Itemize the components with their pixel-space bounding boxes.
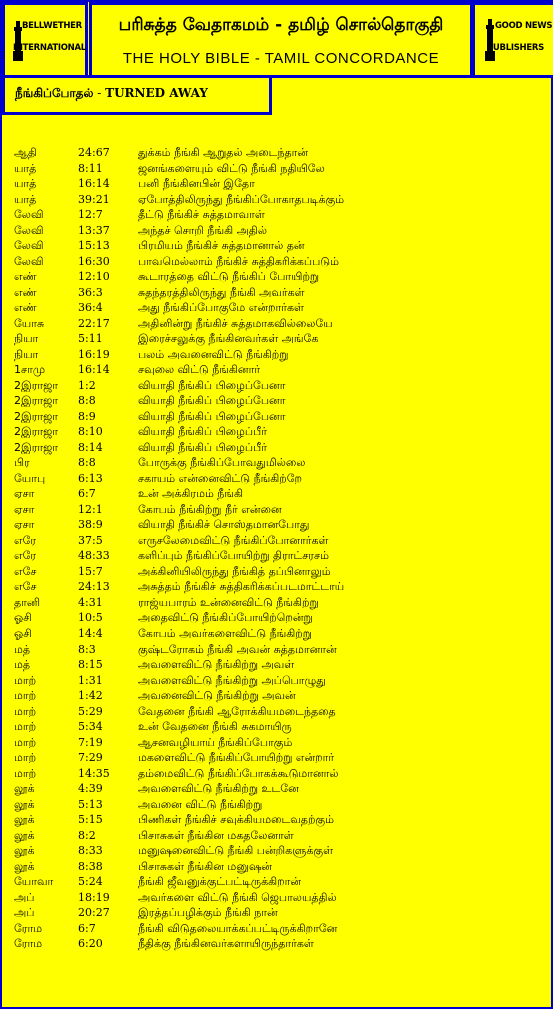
entry-reference: 24:13 <box>78 580 110 594</box>
entry-reference: 5:24 <box>78 875 103 889</box>
entry-reference: 13:37 <box>78 223 110 237</box>
concordance-row <box>14 316 544 332</box>
entry-reference: 4:31 <box>78 595 103 609</box>
entry-book: பிர <box>14 456 30 470</box>
concordance-row <box>14 812 544 828</box>
entry-book: மத் <box>14 658 31 672</box>
topic-box <box>2 75 272 115</box>
entry-text: அதினின்று நீங்கிச் சுத்தமாகவில்லையே <box>138 316 333 330</box>
concordance-row <box>14 610 544 626</box>
concordance-row <box>14 766 544 782</box>
entry-text: அவளைவிட்டு நீங்கிற்று உடனே <box>138 782 299 796</box>
entry-reference: 15:7 <box>78 564 103 578</box>
entry-reference: 8:33 <box>78 844 103 858</box>
entry-book: லேவி <box>14 254 44 268</box>
entry-text: நீதிக்கு நீங்கினவர்களாயிருந்தார்கள் <box>138 937 314 951</box>
entry-reference: 37:5 <box>78 533 103 547</box>
entry-book: யோசு <box>14 316 45 330</box>
entry-text: கோபம் அவர்களைவிட்டு நீங்கிற்று <box>138 626 312 640</box>
entry-reference: 5:34 <box>78 720 103 734</box>
entry-book: அப் <box>14 890 35 904</box>
entry-reference: 39:21 <box>78 192 110 206</box>
entry-book: ஆதி <box>14 146 37 159</box>
entry-text: பிசாசுகள் நீங்கின மனுஷன் <box>138 859 272 873</box>
concordance-row <box>14 533 544 549</box>
entry-text: கூடாரத்தை விட்டு நீங்கிப் போயிற்று <box>138 270 320 284</box>
entry-book: லூக் <box>14 828 35 842</box>
entry-text: ஆசனவழியாய் நீங்கிப்போகும் <box>138 735 293 749</box>
entry-book: தானி <box>14 595 41 609</box>
entry-text: ராஜ்யபாரம் உன்னைவிட்டு நீங்கிற்று <box>138 595 319 609</box>
entry-book: மாற் <box>14 704 37 718</box>
entry-reference: 20:27 <box>78 906 110 920</box>
entry-text: வியாதி நீங்கிச் சொஸ்தமானபோது <box>138 518 310 532</box>
concordance-row <box>14 657 544 673</box>
title-tamil: பரிசுத்த வேதாகமம் - தமிழ் சொல்தொகுதி <box>118 15 444 35</box>
entry-book: மாற் <box>14 689 37 703</box>
concordance-row <box>14 285 544 301</box>
concordance-row <box>14 936 544 952</box>
entry-reference: 10:5 <box>78 611 103 625</box>
entry-text: அக்கினியிலிருந்து நீங்கித் தப்பினாலும் <box>138 564 331 578</box>
concordance-row <box>14 750 544 766</box>
entry-reference: 16:19 <box>78 347 110 361</box>
concordance-row <box>14 269 544 285</box>
entry-reference: 38:9 <box>78 518 103 532</box>
concordance-row <box>14 921 544 937</box>
entry-reference: 15:13 <box>78 239 110 253</box>
entry-reference: 12:1 <box>78 502 103 516</box>
entry-book: எசே <box>14 580 37 594</box>
entry-book: எண் <box>14 301 37 315</box>
concordance-row <box>14 626 544 642</box>
entry-book: லூக் <box>14 813 35 827</box>
entry-text: உன் வேதனை நீங்கி சுகமாயிரு <box>138 720 292 734</box>
concordance-row <box>14 300 544 316</box>
entry-book: ஏசா <box>14 518 35 532</box>
entry-text: பாவமெல்லாம் நீங்கிச் சுத்திகரிக்கப்படும் <box>138 254 339 268</box>
entry-text: தீட்டு நீங்கிச் சுத்தமாவாள் <box>138 208 265 222</box>
publisher-logo-right <box>472 2 553 78</box>
entry-reference: 8:3 <box>78 642 96 656</box>
entry-reference: 16:30 <box>78 254 110 268</box>
entry-reference: 8:10 <box>78 425 103 439</box>
entry-text: மனுஷனைவிட்டு நீங்கி பன்றிகளுக்குள் <box>138 844 333 858</box>
entry-text: கோபம் நீங்கிற்று நீர் என்னை <box>138 502 282 516</box>
entry-text: நீங்கி ஜீவனுக்குட்பட்டிருக்கிறான் <box>138 875 302 889</box>
entry-book: லேவி <box>14 208 44 222</box>
entry-book: 2இராஜா <box>14 409 59 423</box>
entry-book: லேவி <box>14 239 44 253</box>
entry-text: அந்தச் சொறி நீங்கி அதில் <box>138 223 267 237</box>
entry-text: சுதந்தரத்திலிருந்து நீங்கி அவர்கள் <box>138 285 305 299</box>
entry-reference: 16:14 <box>78 177 110 191</box>
logo-right-line2: PUBLISHERS <box>487 43 544 53</box>
concordance-row <box>14 192 544 208</box>
entry-book: எரே <box>14 549 37 563</box>
entry-reference: 8:11 <box>78 161 103 175</box>
entry-book: ஓசி <box>14 611 32 625</box>
entry-reference: 14:35 <box>78 766 110 780</box>
entry-book: ரோம <box>14 937 43 951</box>
entry-text: பனி நீங்கினபின் இதோ <box>138 177 255 191</box>
entry-reference: 22:17 <box>78 316 110 330</box>
entry-book: லூக் <box>14 859 35 873</box>
logo-left-line1: BELLWETHER <box>22 21 82 31</box>
entry-text: பிணிகள் நீங்கிச் சவுக்கியமடைவதற்கும் <box>138 813 334 827</box>
entry-book: லூக் <box>14 782 35 796</box>
entry-book: ஓசி <box>14 626 32 640</box>
concordance-row <box>14 486 544 502</box>
entry-book: 1சாமு <box>14 363 46 377</box>
concordance-row <box>14 859 544 875</box>
topic-english: TURNED AWAY <box>105 86 208 100</box>
entry-reference: 14:4 <box>78 626 103 640</box>
entry-text: தம்மைவிட்டு நீங்கிப்போகக்கூடுமானால் <box>138 766 339 780</box>
concordance-row <box>14 905 544 921</box>
entry-text: வியாதி நீங்கிப் பிழைப்பீர் <box>138 440 267 454</box>
entry-text: அவனைவிட்டு நீங்கிற்று அவன் <box>138 689 296 703</box>
concordance-row <box>14 254 544 270</box>
entry-book: லூக் <box>14 844 35 858</box>
entry-text: அசுத்தம் நீங்கிச் சுத்திகரிக்கப்படமாட்டாய் <box>138 580 345 594</box>
entry-text: சகாயம் என்னைவிட்டு நீங்கிற்றே <box>138 471 303 485</box>
entry-reference: 7:29 <box>78 751 103 765</box>
entry-text: வியாதி நீங்கிப் பிழைப்பேனா <box>138 378 286 392</box>
entry-book: 2இராஜா <box>14 378 59 392</box>
entry-reference: 6:13 <box>78 471 103 485</box>
entry-text: வேதனை நீங்கி ஆரோக்கியமடைந்ததை <box>138 704 336 718</box>
entry-reference: 16:14 <box>78 363 110 377</box>
entry-book: எண் <box>14 270 37 284</box>
entry-reference: 24:67 <box>78 146 110 159</box>
entry-book: 2இராஜா <box>14 394 59 408</box>
concordance-row <box>14 797 544 813</box>
entry-book: மாற் <box>14 735 37 749</box>
title-banner <box>89 2 473 78</box>
entry-book: யோவா <box>14 875 54 889</box>
entry-reference: 1:2 <box>78 378 96 392</box>
entry-book: 2இராஜா <box>14 440 59 454</box>
entry-book: யோபு <box>14 471 46 485</box>
concordance-row <box>14 704 544 720</box>
entry-reference: 6:7 <box>78 487 96 501</box>
entry-book: மாற் <box>14 720 37 734</box>
concordance-row <box>14 781 544 797</box>
entry-book: ரோம <box>14 921 43 935</box>
concordance-row <box>14 409 544 425</box>
entry-text: இரத்தப்பழிக்கும் நீங்கி நான் <box>138 906 278 920</box>
title-english: THE HOLY BIBLE - TAMIL CONCORDANCE <box>122 50 440 67</box>
entry-text: ஜனங்களையும் விட்டு நீங்கி நதியிலே <box>138 161 325 175</box>
entry-text: இரைச்சலுக்கு நீங்கினவர்கள் அங்கே <box>138 332 319 346</box>
entry-book: ஏசா <box>14 502 35 516</box>
concordance-row <box>14 735 544 751</box>
entry-text: அதைவிட்டு நீங்கிப்போயிற்றென்று <box>138 611 313 625</box>
entry-book: மாற் <box>14 766 37 780</box>
entry-book: நியா <box>14 347 39 361</box>
entry-text: வியாதி நீங்கிப் பிழைப்பீர் <box>138 425 267 439</box>
entry-text: போருக்கு நீங்கிப்போவதுமில்லை <box>138 456 306 470</box>
entry-reference: 1:42 <box>78 689 103 703</box>
concordance-row <box>14 393 544 409</box>
entry-book: லூக் <box>14 797 35 811</box>
entry-book: எசே <box>14 564 37 578</box>
entry-text: பிரமியம் நீங்கிச் சுத்தமானால் தன் <box>138 239 305 253</box>
concordance-row <box>14 502 544 518</box>
concordance-row <box>14 207 544 223</box>
concordance-row <box>14 223 544 239</box>
entry-text: பிசாசுகள் நீங்கின மகதலேனாள் <box>138 828 294 842</box>
concordance-row <box>14 719 544 735</box>
concordance-row <box>14 595 544 611</box>
entry-text: எருசலேமைவிட்டு நீங்கிப்போனார்கள் <box>138 533 329 547</box>
entry-text: ஏபோத்திலிருந்து நீங்கிப்போகாதபடிக்கும் <box>138 192 345 206</box>
entry-book: மத் <box>14 642 31 656</box>
entry-book: அப் <box>14 906 35 920</box>
entry-text: சவுலை விட்டு நீங்கினார் <box>138 363 261 377</box>
entry-book: யாத் <box>14 192 37 206</box>
entry-reference: 7:19 <box>78 735 103 749</box>
entry-reference: 8:2 <box>78 828 96 842</box>
topic-separator: - <box>93 86 106 100</box>
concordance-row <box>14 890 544 906</box>
entry-reference: 6:20 <box>78 937 103 951</box>
concordance-row <box>14 378 544 394</box>
entry-text: களிப்பும் நீங்கிப்போயிற்று திராட்சரசம் <box>138 549 329 563</box>
entry-text: துக்கம் நீங்கி ஆறுதல் அடைந்தான் <box>138 146 309 159</box>
entry-book: மாற் <box>14 751 37 765</box>
entry-book: நியா <box>14 332 39 346</box>
concordance-row <box>14 843 544 859</box>
concordance-row <box>14 579 544 595</box>
concordance-row <box>14 238 544 254</box>
entry-text: நீங்கி விடுதலையாக்கப்பட்டிருக்கிறானே <box>138 921 338 935</box>
entry-reference: 18:19 <box>78 890 110 904</box>
entry-reference: 36:3 <box>78 285 103 299</box>
concordance-list <box>14 145 544 952</box>
concordance-row <box>14 688 544 704</box>
topic-tamil: நீங்கிப்போதல் <box>15 86 94 100</box>
entry-reference: 12:10 <box>78 270 110 284</box>
entry-book: 2இராஜா <box>14 425 59 439</box>
entry-text: அவளைவிட்டு நீங்கிற்று அப்பொழுது <box>138 673 326 687</box>
concordance-row <box>14 347 544 363</box>
entry-reference: 8:15 <box>78 658 103 672</box>
entry-reference: 5:29 <box>78 704 103 718</box>
entry-book: லேவி <box>14 223 44 237</box>
entry-text: வியாதி நீங்கிப் பிழைப்பேனா <box>138 409 286 423</box>
entry-reference: 1:31 <box>78 673 103 687</box>
concordance-row <box>14 440 544 456</box>
entry-reference: 8:14 <box>78 440 103 454</box>
entry-reference: 4:39 <box>78 782 103 796</box>
entry-text: அவர்களை விட்டு நீங்கி ஜெபாலயத்தில் <box>138 890 337 904</box>
entry-book: யாத் <box>14 161 37 175</box>
entry-reference: 5:11 <box>78 332 103 346</box>
entry-reference: 8:9 <box>78 409 96 423</box>
entry-text: அவளைவிட்டு நீங்கிற்று அவள் <box>138 658 295 672</box>
entry-reference: 8:8 <box>78 394 96 408</box>
entry-text: வியாதி நீங்கிப் பிழைப்பேனா <box>138 394 286 408</box>
concordance-row <box>14 176 544 192</box>
entry-text: அவனை விட்டு நீங்கிற்று <box>138 797 263 811</box>
entry-reference: 48:33 <box>78 549 110 563</box>
concordance-row <box>14 471 544 487</box>
publisher-logo-left <box>2 2 88 78</box>
entry-book: எரே <box>14 533 37 547</box>
logo-left-line2: INTERNATIONAL <box>13 43 86 53</box>
concordance-row <box>14 828 544 844</box>
logo-right-line1: GOOD NEWS <box>495 21 553 31</box>
concordance-row <box>14 874 544 890</box>
concordance-row <box>14 673 544 689</box>
entry-text: குஷ்டரோகம் நீங்கி அவன் சுத்தமானான் <box>138 642 337 656</box>
entry-text: அது நீங்கிப்போகுமே என்றார்கள் <box>138 301 304 315</box>
concordance-row <box>14 161 544 177</box>
topic-heading <box>15 86 208 102</box>
concordance-row <box>14 548 544 564</box>
entry-reference: 36:4 <box>78 301 103 315</box>
concordance-row <box>14 362 544 378</box>
entry-book: மாற் <box>14 673 37 687</box>
concordance-row <box>14 564 544 580</box>
entry-reference: 8:38 <box>78 859 103 873</box>
entry-reference: 5:13 <box>78 797 103 811</box>
entry-reference: 8:8 <box>78 456 96 470</box>
concordance-row <box>14 642 544 658</box>
entry-reference: 6:7 <box>78 921 96 935</box>
entry-text: மகளைவிட்டு நீங்கிப்போயிற்று என்றார் <box>138 751 335 765</box>
entry-text: பலம் அவனைவிட்டு நீங்கிற்று <box>138 347 289 361</box>
concordance-row <box>14 331 544 347</box>
concordance-row <box>14 517 544 533</box>
concordance-row <box>14 455 544 471</box>
entry-book: ஏசா <box>14 487 35 501</box>
entry-book: எண் <box>14 285 37 299</box>
concordance-row <box>14 145 544 161</box>
entry-reference: 12:7 <box>78 208 103 222</box>
entry-book: யாத் <box>14 177 37 191</box>
entry-reference: 5:15 <box>78 813 103 827</box>
entry-text: உன் அக்கிரமம் நீங்கி <box>138 487 243 501</box>
concordance-row <box>14 424 544 440</box>
